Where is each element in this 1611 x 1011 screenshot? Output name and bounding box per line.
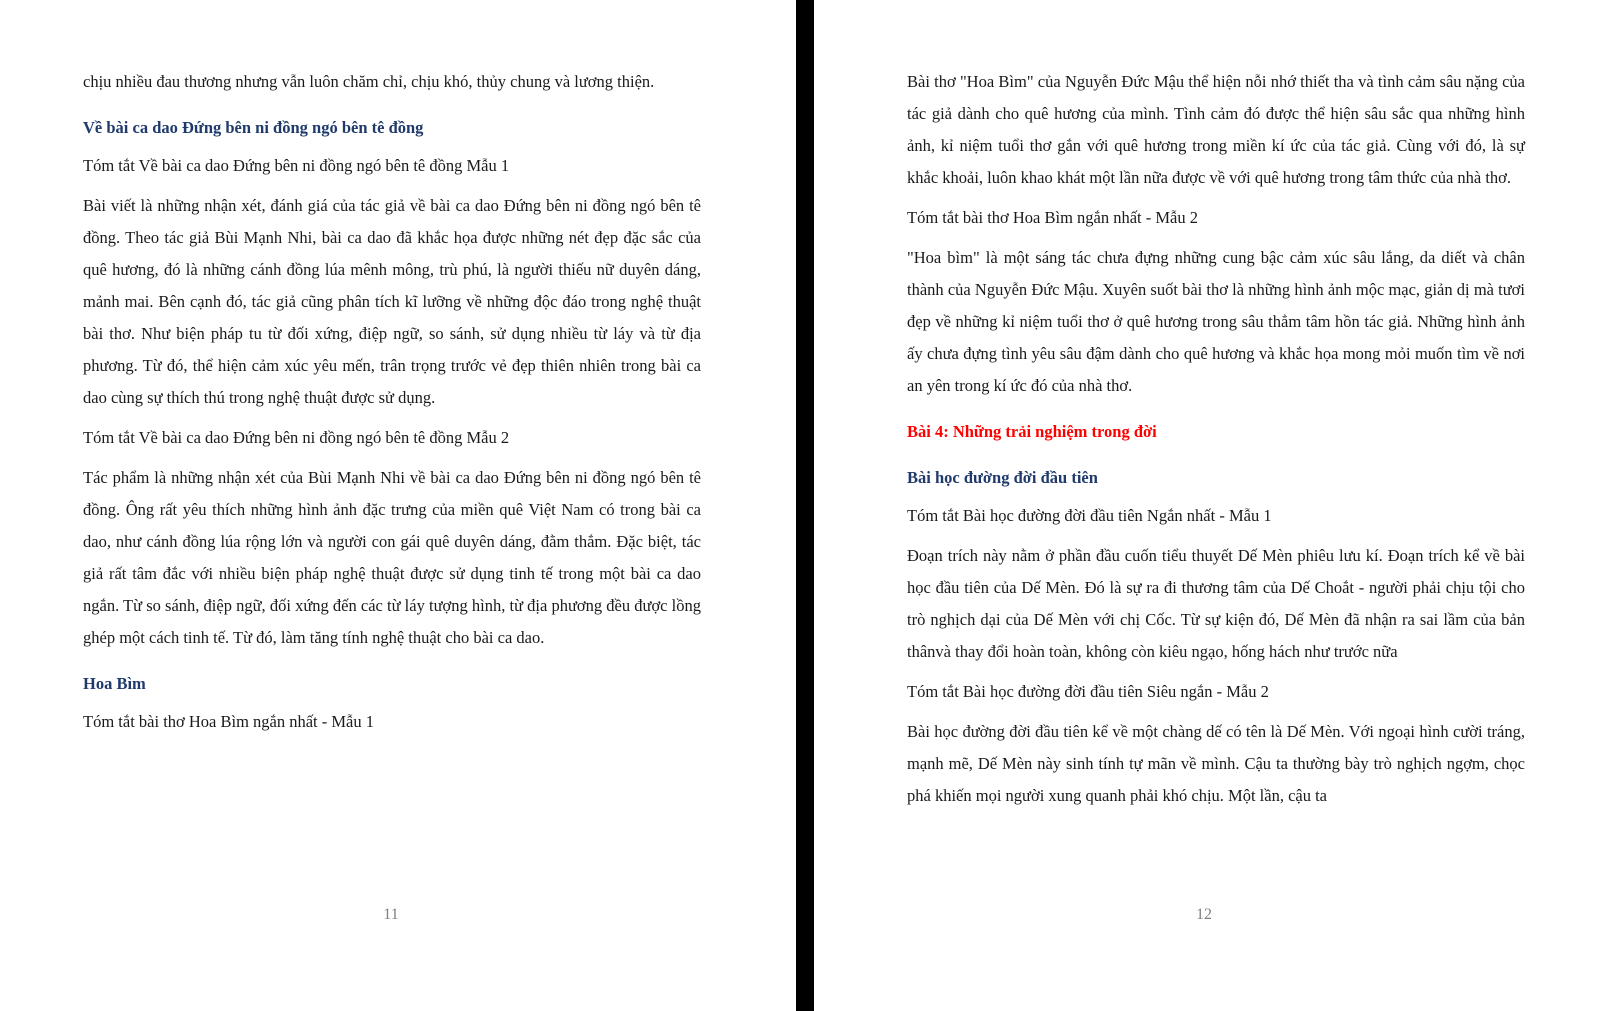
summary-caption: Tóm tắt bài thơ Hoa Bìm ngắn nhất - Mẫu 1	[83, 712, 375, 731]
page-gutter	[796, 0, 814, 1011]
summary-caption: Tóm tắt Bài học đường đời đầu tiên Siêu ngắn - Mẫu 2	[907, 682, 1269, 701]
section-heading: Bài học đường đời đầu tiên	[907, 468, 1098, 487]
page-11-content	[83, 66, 701, 746]
paragraph: chịu nhiều đau thương nhưng vẫn luôn chăm chỉ, chịu khó, thủy chung và lương thiện.	[83, 72, 655, 91]
summary-caption: Tóm tắt bài thơ Hoa Bìm ngắn nhất - Mẫu 2	[907, 208, 1199, 227]
paragraph: Tác phẩm là những nhận xét của Bùi Mạnh Nhi về bài ca dao Đứng bên ni đồng ngó bên tê đồng. Ông rất yêu thích những hình ảnh đặc trưng của miền quê Việt Nam có trong bài ca dao, như cánh đồng lúa rộng lớn và người con gái quê duyên dáng, đằm thắm. Đặc biệt, tác giả rất tâm đắc với nhiều biện pháp nghệ thuật được sử dụng tinh tế trong một bài ca dao ngắn. Từ so sánh, điệp ngữ, đối xứng đến các từ láy tượng hình, từ địa phương đều được lồng ghép một cách tinh tế. Từ đó, làm tăng tính nghệ thuật cho bài ca dao.	[83, 468, 701, 647]
page-number: 12	[1196, 906, 1212, 923]
paragraph: Bài viết là những nhận xét, đánh giá của tác giả về bài ca dao Đứng bên ni đồng ngó bên tê đồng. Theo tác giả Bùi Mạnh Nhi, bài ca dao đã khắc họa được những nét đẹp đặc sắc của quê hương, đó là những cánh đồng lúa mênh mông, trù phú, là người thiếu nữ duyên dáng, mảnh mai. Bên cạnh đó, tác giả cũng phân tích kĩ lưỡng về những độc đáo trong nghệ thuật bài thơ. Như biện pháp tu từ đối xứng, điệp ngữ, so sánh, sử dụng nhiều từ láy và từ địa phương. Từ đó, thể hiện cảm xúc yêu mến, trân trọng trước vẻ đẹp thiên nhiên trong bài ca dao cùng sự thích thú trong nghệ thuật được sử dụng.	[83, 196, 701, 407]
chapter-heading: Bài 4: Những trải nghiệm trong đời	[907, 422, 1157, 441]
summary-caption: Tóm tắt Về bài ca dao Đứng bên ni đồng ngó bên tê đồng Mẫu 2	[83, 428, 510, 447]
paragraph: Đoạn trích này nằm ở phần đầu cuốn tiểu thuyết Dế Mèn phiêu lưu kí. Đoạn trích kể về bài học đầu tiên của Dế Mèn. Đó là sự ra đi thương tâm của Dế Choắt - người phải chịu tội cho trò nghịch dại của Dế Mèn với chị Cốc. Từ sự kiện đó, Dế Mèn đã nhận ra sai lầm của bản thânvà thay đổi hoàn toàn, không còn kiêu ngạo, hống hách như trước nữa	[907, 546, 1525, 661]
summary-caption: Tóm tắt Bài học đường đời đầu tiên Ngắn nhất - Mẫu 1	[907, 506, 1272, 525]
paragraph: "Hoa bìm" là một sáng tác chưa đựng những cung bậc cảm xúc sâu lắng, da diết và chân thành của Nguyễn Đức Mậu. Xuyên suốt bài thơ là những hình ảnh mộc mạc, giản dị mà tươi đẹp về những kỉ niệm tuổi thơ ở quê hương trong sâu thẳm tâm hồn tác giả. Những hình ảnh ấy chưa đựng tình yêu sâu đậm dành cho quê hương và khắc họa mong mỏi muốn tìm về nơi an yên trong kí ức đó của nhà thơ.	[907, 248, 1525, 395]
paragraph: Bài thơ "Hoa Bìm" của Nguyễn Đức Mậu thể hiện nỗi nhớ thiết tha và tình cảm sâu nặng của tác giả dành cho quê hương của mình. Tình cảm đó được thể hiện sâu sắc qua những hình ảnh, kỉ niệm tuổi thơ gắn với quê hương trong miền kí ức của tác giả. Cùng với đó, là sự khắc khoải, luôn khao khát một lần nữa được về với quê hương trong tâm thức của nhà thơ.	[907, 72, 1525, 187]
section-heading: Hoa Bìm	[83, 674, 146, 693]
page-12-content	[907, 66, 1525, 820]
page-11	[0, 0, 796, 1011]
page-number: 11	[383, 906, 399, 923]
page-12	[814, 0, 1611, 1011]
section-heading: Về bài ca dao Đứng bên ni đồng ngó bên tê đồng	[83, 118, 424, 137]
summary-caption: Tóm tắt Về bài ca dao Đứng bên ni đồng ngó bên tê đồng Mẫu 1	[83, 156, 510, 175]
paragraph: Bài học đường đời đầu tiên kể về một chàng dế có tên là Dế Mèn. Với ngoại hình cười tráng, mạnh mẽ, Dế Mèn này sinh tính tự mãn về mình. Cậu ta thường bày trò nghịch ngợm, chọc phá khiến mọi người xung quanh phải khó chịu. Một lần, cậu ta	[907, 722, 1525, 805]
